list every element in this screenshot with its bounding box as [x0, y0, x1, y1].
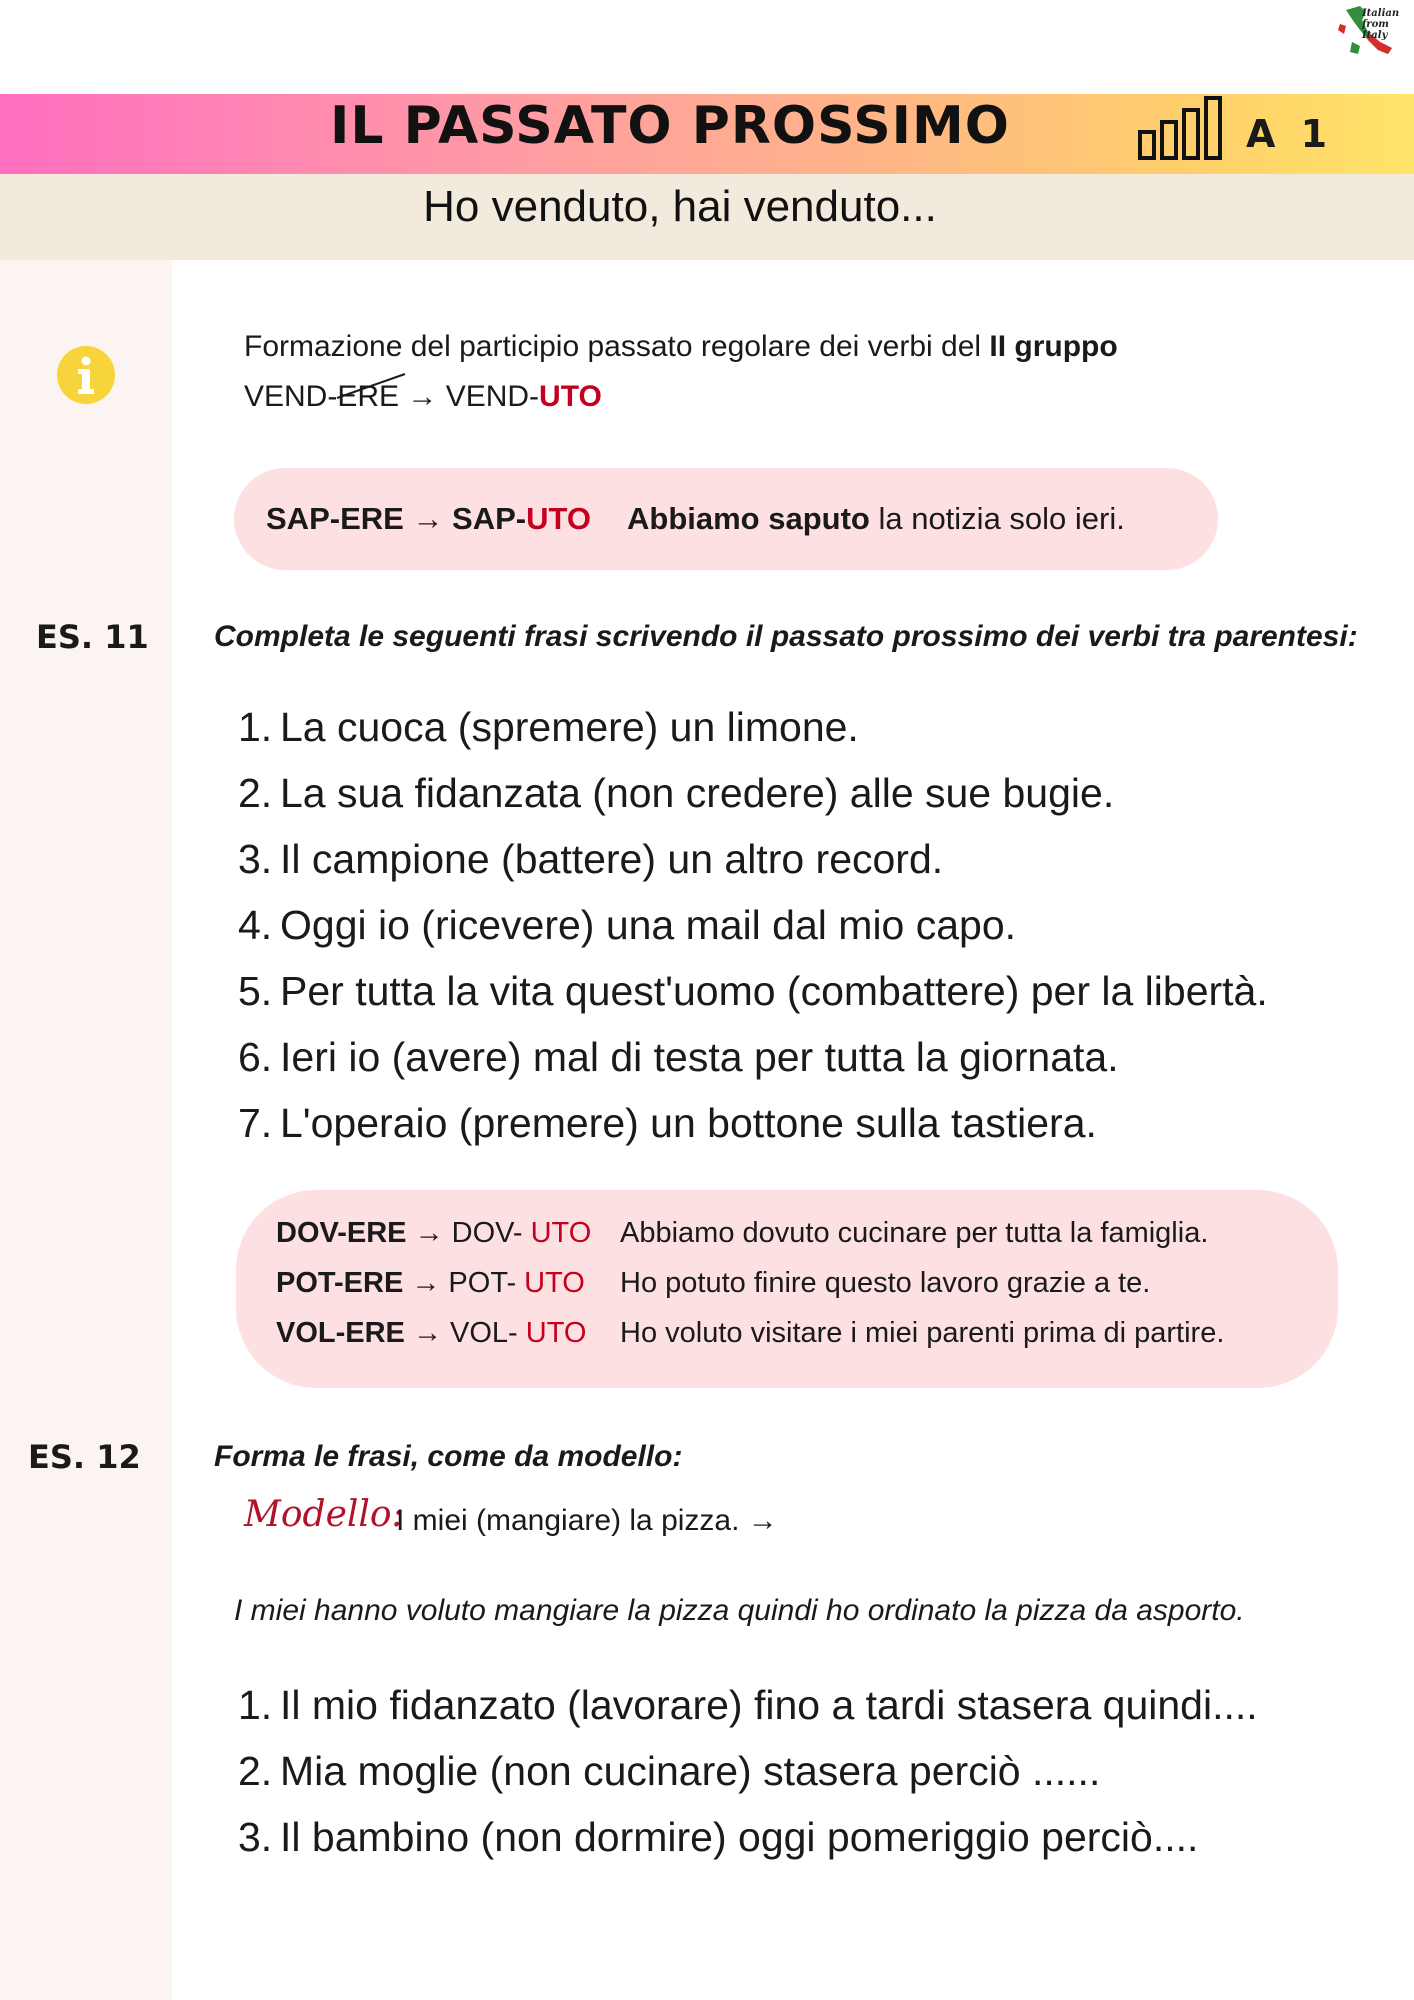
info-line-2 [244, 372, 1118, 422]
list-item: 6. Ieri io (avere) mal di testa per tutta la giornata. [238, 1034, 1119, 1080]
example-line [266, 492, 1125, 546]
list-item: 5. Per tutta la vita quest'uomo (combattere) per la libertà. [238, 968, 1268, 1014]
italian-from-italy-logo [1332, 2, 1412, 62]
example-verb: SAP-ERE → SAP- [266, 501, 527, 536]
list-item: 2. La sua fidanzata (non credere) alle sue bugie. [238, 770, 1115, 816]
exercise-11-list [238, 694, 1268, 1156]
exercise-12-list [238, 1672, 1258, 1870]
info-line-1-text: Formazione del participio passato regolare dei verbi del [244, 330, 990, 363]
list-item: 2. Mia moglie (non cucinare) stasera perciò ...... [238, 1748, 1101, 1794]
model-prompt: I miei (mangiare) la pizza. → [396, 1504, 778, 1537]
list-item: 3. Il campione (battere) un altro record. [238, 836, 944, 882]
example-ending: UTO [526, 501, 591, 536]
modal-verbs-rows [276, 1208, 1224, 1358]
info-icon [56, 345, 116, 405]
info-text [244, 322, 1118, 422]
stem-text: VEND- [244, 380, 338, 413]
participle-ending: UTO [539, 380, 602, 413]
page-title: IL PASSATO PROSSIMO [330, 96, 1010, 156]
model-answer: I miei hanno voluto mangiare la pizza quindi ho ordinato la pizza da asporto. [234, 1594, 1245, 1627]
list-item: 1. Il mio fidanzato (lavorare) fino a tardi stasera quindi.... [238, 1682, 1258, 1728]
modal-row-dovere: DOV-ERE → DOV- UTO Abbiamo dovuto cucinare per tutta la famiglia. [276, 1217, 1209, 1249]
level-label: A 1 [1246, 112, 1334, 156]
info-line-1-bold: II gruppo [989, 330, 1118, 363]
exercise-11-instruction: Completa le seguenti frasi scrivendo il passato prossimo dei verbi tra parentesi: [214, 620, 1358, 653]
info-line-1 [244, 322, 1118, 372]
struck-ending: ERE [337, 372, 399, 422]
left-margin-band [0, 260, 172, 2000]
list-item: 4. Oggi io (ricevere) una mail dal mio capo. [238, 902, 1017, 948]
exercise-12-instruction: Forma le frasi, come da modello: [214, 1440, 683, 1473]
list-item: 7. L'operaio (premere) un bottone sulla tastiera. [238, 1100, 1097, 1146]
modal-row-volere: VOL-ERE → VOL- UTO Ho voluto visitare i miei parenti prima di partire. [276, 1317, 1225, 1349]
modal-row-potere: POT-ERE → POT- UTO Ho potuto finire questo lavoro grazie a te. [276, 1267, 1151, 1299]
list-item: 3. Il bambino (non dormire) oggi pomeriggio perciò.... [238, 1814, 1199, 1860]
page-subtitle: Ho venduto, hai venduto... [423, 182, 937, 231]
exercise-12-label: ES. 12 [28, 1438, 141, 1476]
exercise-11-label: ES. 11 [36, 618, 149, 656]
logo-text: Italian from Italy [1362, 8, 1400, 41]
list-item: 1. La cuoca (spremere) un limone. [238, 704, 859, 750]
model-label: Modello: [244, 1494, 404, 1535]
level-bars-icon [1138, 96, 1228, 162]
example-rest: la notizia solo ieri. [869, 501, 1125, 536]
example-box [234, 468, 1218, 570]
modal-verbs-box [236, 1190, 1338, 1388]
arrow-stem-text: → VEND- [399, 380, 540, 413]
example-bold: Abbiamo saputo [627, 501, 870, 536]
